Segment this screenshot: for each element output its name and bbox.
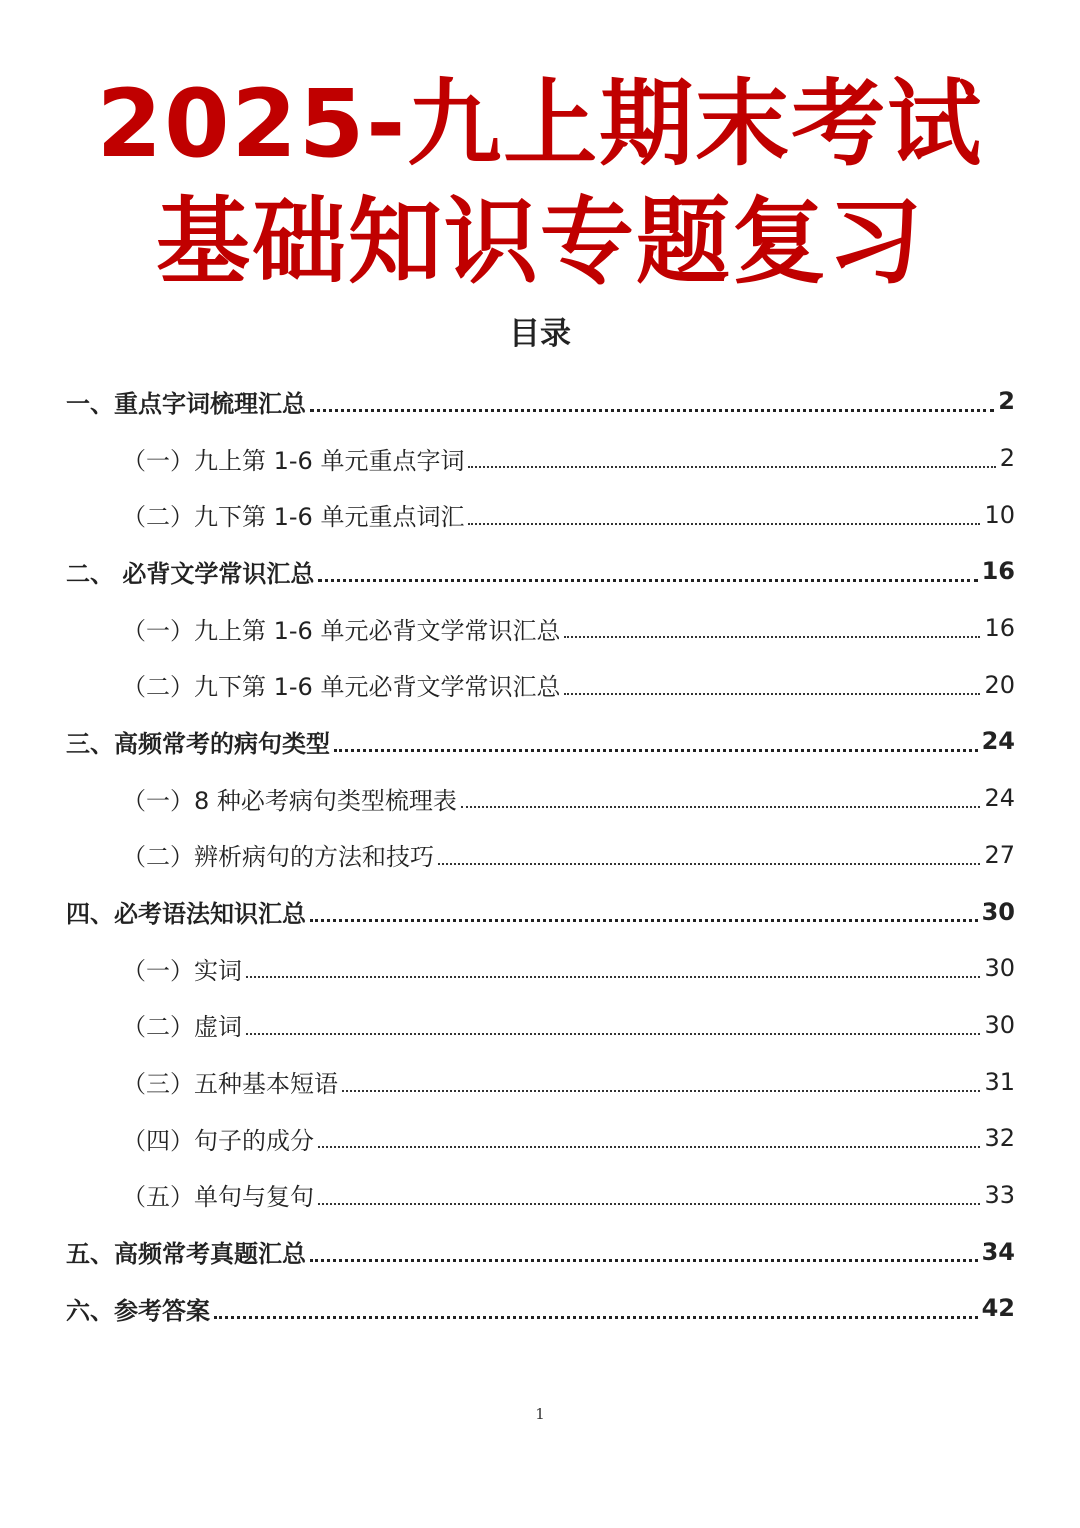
toc-entry-label: （五）单句与复句: [122, 1183, 314, 1212]
toc-dot-leader: [214, 1316, 978, 1319]
toc-dot-leader: [310, 409, 994, 412]
toc-entry-label: （一）九上第 1-6 单元重点字词: [122, 446, 465, 475]
toc-dot-leader: [318, 579, 977, 582]
document-title-line-1: 2025-九上期末考试: [96, 70, 984, 179]
toc-entry-page: 24: [984, 784, 1015, 813]
toc-entry-label: 三、高频常考的病句类型: [66, 729, 330, 758]
toc-entry-page: 27: [984, 840, 1015, 869]
toc-entry-page: 30: [984, 1010, 1015, 1039]
toc-entry-page: 10: [984, 500, 1015, 529]
toc-subsection-entry[interactable]: [0, 430, 1080, 487]
toc-entry-page: 30: [984, 954, 1015, 983]
toc-section-entry[interactable]: [0, 883, 1080, 940]
toc-dot-leader: [310, 1259, 978, 1262]
toc-subsection-entry[interactable]: [0, 997, 1080, 1054]
toc-dot-leader: [564, 693, 980, 695]
toc-entry-page: 30: [981, 897, 1015, 926]
toc-entry-page: 32: [984, 1124, 1015, 1153]
document-title-line-2: 基础知识专题复习: [155, 188, 924, 297]
toc-dot-leader: [461, 806, 981, 808]
toc-entry-label: （一）8 种必考病句类型梳理表: [122, 786, 457, 815]
toc-subsection-entry[interactable]: [0, 600, 1080, 657]
toc-entry-label: 一、重点字词梳理汇总: [66, 389, 306, 418]
toc-dot-leader: [310, 919, 978, 922]
toc-entry-label: （二）九下第 1-6 单元重点词汇: [122, 503, 465, 532]
toc-dot-leader: [334, 749, 978, 752]
toc-subsection-entry[interactable]: [0, 827, 1080, 884]
toc-dot-leader: [318, 1146, 980, 1148]
toc-entry-page: 16: [981, 557, 1015, 586]
toc-entry-label: 六、参考答案: [66, 1296, 210, 1325]
toc-entry-page: 16: [984, 614, 1015, 643]
toc-subsection-entry[interactable]: [0, 1110, 1080, 1167]
toc-subsection-entry[interactable]: [0, 770, 1080, 827]
toc-dot-leader: [468, 466, 995, 468]
toc-section-entry[interactable]: [0, 1280, 1080, 1337]
toc-section-entry[interactable]: [0, 713, 1080, 770]
toc-entry-page: 42: [981, 1294, 1015, 1323]
toc-entry-page: 24: [981, 727, 1015, 756]
toc-entry-label: （二）辨析病句的方法和技巧: [122, 843, 434, 872]
toc-entry-label: 五、高频常考真题汇总: [66, 1240, 306, 1269]
toc-heading: 目录: [509, 316, 571, 352]
toc-entry-page: 2: [999, 444, 1015, 473]
toc-entry-page: 34: [981, 1237, 1015, 1266]
toc-subsection-entry[interactable]: [0, 656, 1080, 713]
toc-dot-leader: [318, 1203, 980, 1205]
toc-entry-page: 31: [984, 1067, 1015, 1096]
toc-subsection-entry[interactable]: [0, 940, 1080, 997]
table-of-contents: [0, 373, 1080, 1337]
toc-dot-leader: [342, 1090, 980, 1092]
toc-dot-leader: [564, 636, 980, 638]
toc-entry-label: 四、必考语法知识汇总: [66, 900, 306, 929]
toc-dot-leader: [438, 863, 980, 865]
page-number: 1: [535, 1405, 545, 1423]
toc-entry-page: 33: [984, 1180, 1015, 1209]
toc-entry-label: （三）五种基本短语: [122, 1070, 338, 1099]
toc-entry-label: （一）实词: [122, 956, 242, 985]
toc-dot-leader: [468, 523, 980, 525]
toc-entry-label: （二）九下第 1-6 单元必背文学常识汇总: [122, 673, 561, 702]
toc-subsection-entry[interactable]: [0, 486, 1080, 543]
toc-dot-leader: [246, 1033, 980, 1035]
toc-entry-label: （二）虚词: [122, 1013, 242, 1042]
toc-entry-label: （四）句子的成分: [122, 1126, 314, 1155]
toc-section-entry[interactable]: [0, 1223, 1080, 1280]
toc-subsection-entry[interactable]: [0, 1167, 1080, 1224]
toc-entry-label: （一）九上第 1-6 单元必背文学常识汇总: [122, 616, 561, 645]
toc-section-entry[interactable]: [0, 543, 1080, 600]
toc-subsection-entry[interactable]: [0, 1053, 1080, 1110]
toc-section-entry[interactable]: [0, 373, 1080, 430]
toc-dot-leader: [246, 976, 980, 978]
toc-entry-page: 20: [984, 670, 1015, 699]
toc-entry-page: 2: [998, 387, 1015, 416]
toc-entry-label: 二、 必背文学常识汇总: [66, 559, 315, 588]
